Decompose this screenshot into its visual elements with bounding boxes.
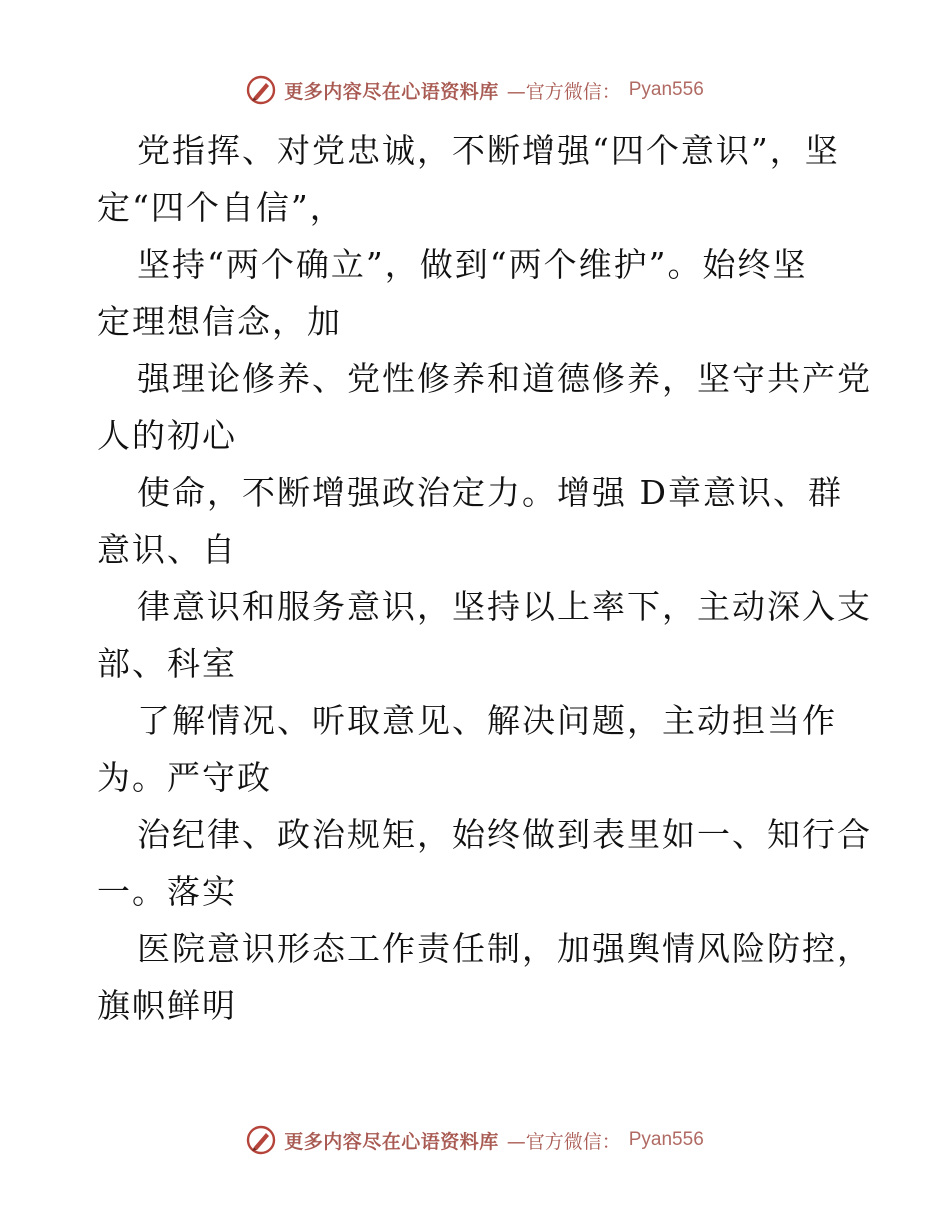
line-start: 医院意识形态工作责任制，加强舆情风险防控，	[137, 929, 872, 968]
line-continuation: 意识、自	[97, 530, 237, 569]
document-body	[97, 122, 872, 1034]
line-continuation: 旗帜鲜明	[97, 986, 237, 1025]
pen-logo-icon	[246, 75, 276, 105]
header-watermark	[0, 72, 950, 108]
watermark-text: 更多内容尽在心语资料库	[284, 80, 499, 103]
line-continuation: 人的初心	[97, 416, 237, 455]
line-continuation: 定“四个自信”，	[97, 188, 345, 227]
watermark-separator: —官方微信：	[506, 1130, 621, 1153]
line-start: 强理论修养、党性修养和道德修养，坚守共产党	[137, 359, 872, 398]
watermark-text: 更多内容尽在心语资料库	[284, 1130, 499, 1153]
paragraph-line	[97, 350, 872, 464]
paragraph-line	[97, 122, 857, 236]
paragraph-line	[97, 692, 857, 806]
line-start: 党指挥、对党忠诚，不断增强“四个意识”，坚	[137, 131, 840, 170]
watermark-account: Pyan556	[628, 79, 704, 100]
paragraph-line	[97, 806, 872, 920]
line-continuation: 定理想信念，加	[97, 302, 342, 341]
paragraph-line	[97, 464, 857, 578]
paragraph-line	[97, 236, 857, 350]
pen-logo-icon	[246, 1125, 276, 1155]
footer-watermark	[0, 1122, 950, 1158]
watermark-account: Pyan556	[628, 1129, 704, 1150]
line-start: 使命，不断增强政治定力。增强 D章意识、群	[137, 473, 843, 512]
line-continuation: 为。严守政	[97, 758, 272, 797]
paragraph-line	[97, 578, 872, 692]
paragraph-line	[97, 920, 872, 1034]
line-start: 律意识和服务意识，坚持以上率下，主动深入支	[137, 587, 872, 626]
line-continuation: 部、科室	[97, 644, 237, 683]
line-start: 治纪律、政治规矩，始终做到表里如一、知行合	[137, 815, 872, 854]
line-start: 了解情况、听取意见、解决问题，主动担当作	[137, 701, 837, 740]
line-continuation: 一。落实	[97, 872, 237, 911]
line-start: 坚持“两个确立”，做到“两个维护”。始终坚	[137, 245, 808, 284]
watermark-separator: —官方微信：	[506, 80, 621, 103]
